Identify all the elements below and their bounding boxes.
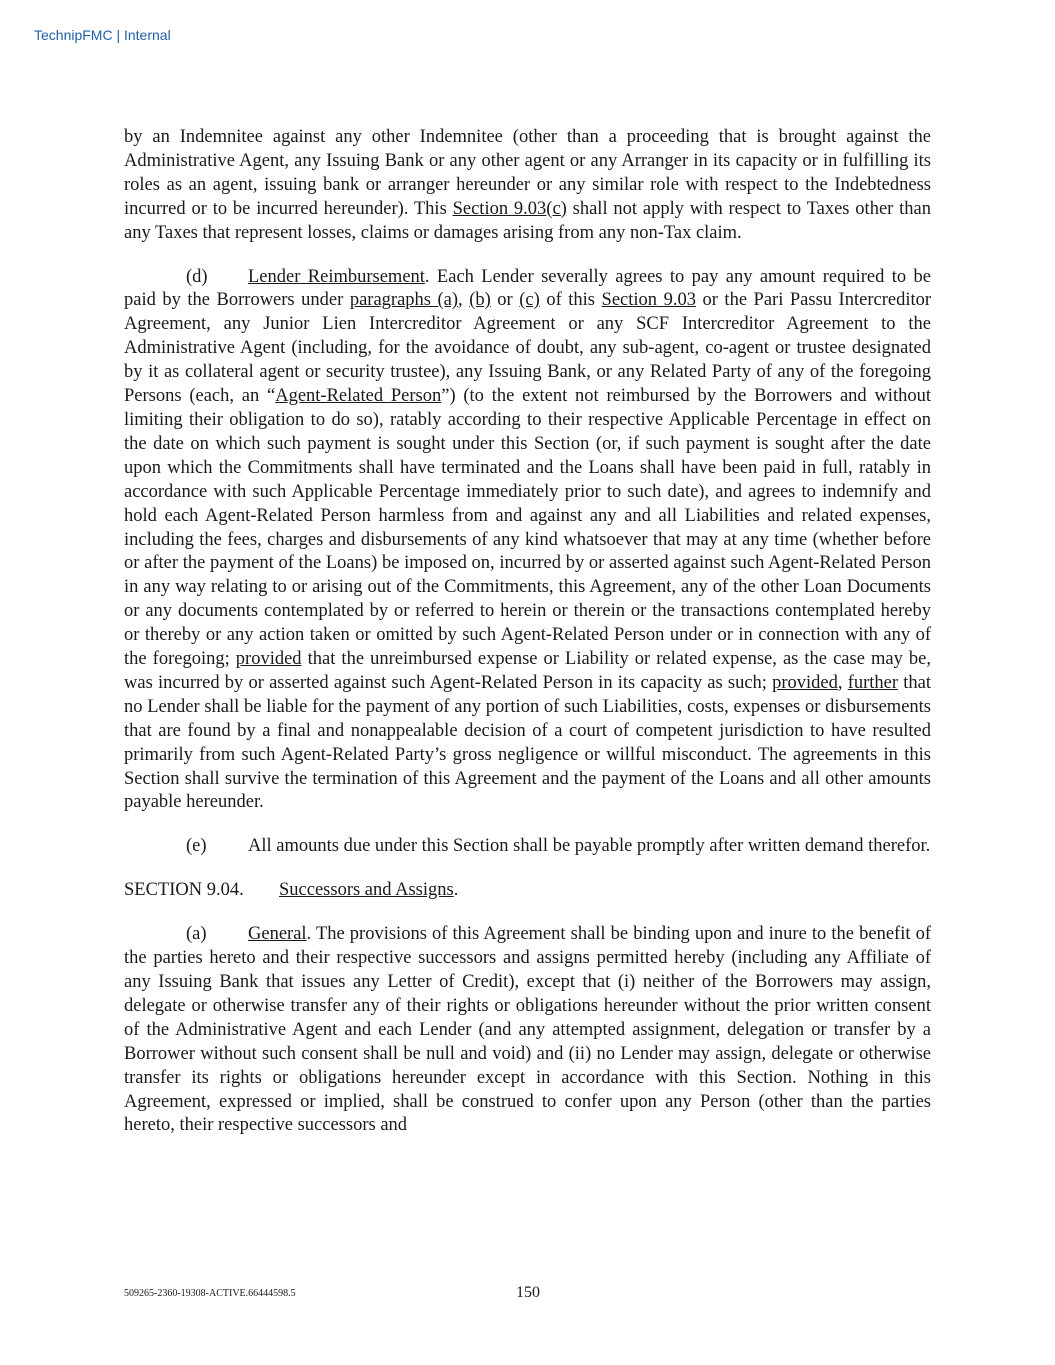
- paragraph-d-label: (d): [186, 266, 208, 287]
- section-number: SECTION 9.04.: [124, 880, 244, 901]
- section-title: Successors and Assigns: [279, 880, 454, 901]
- defined-term-agent-related-person: Agent-Related Person: [275, 386, 442, 407]
- section-title-period: .: [453, 880, 459, 901]
- paragraph-d-text: . Each Lender severally agrees to pay any amount required to be paid by the Borrowers under: [124, 266, 931, 311]
- section-903-ref: Section 9.03: [601, 290, 696, 311]
- paragraph-d-text: of this: [539, 290, 602, 311]
- paragraph-d-text: ”) (to the extent not reimbursed by the Borrowers and without limiting their obligation to do so), ratably according to their respective Applicable Percentage in effect on the date on which such payment is sought under this Section (or, if such payment is sought after the date upon which the Commitments shall have terminated and the Loans shall have been paid in full, ratably in accordance with such Applicable Percentage immediately prior to such date), and agrees to indemnify and hold each Agent-Related Person harmless from and against any and all Liabilities and related expenses, including the fees, charges and disbursements of any kind whatsoever that may at any time (whether before or after the payment of the Loans) be imposed on, incurred by or asserted against such Agent-Related Person in any way relating to or arising out of the Commitments, this Agreement, any of the other Loan Documents or any documents contemplated by or referred to herein or therein or the transactions contemplated hereby or thereby or any action taken or omitted by such Agent-Related Person under or in connection with any of the foregoing;: [124, 386, 931, 670]
- paragraph-e-label: (e): [186, 836, 207, 857]
- classification-label: TechnipFMC | Internal: [34, 27, 171, 43]
- paragraph-c-text-1: by an Indemnitee against any other Indemnitee (other than a proceeding that is brought against the Administrative Agent, any Issuing Bank or any other agent or any Arranger in its capacity or in fulfilling its roles as an agent, issuing bank or arranger hereunder or any similar role with respect to the Indebtedness incurred or to be incurred hereunder). This: [124, 127, 931, 219]
- paragraph-c-continued: [124, 126, 931, 246]
- section-903c-link: Section 9.03(c): [452, 198, 567, 219]
- paragraph-d-text: ,: [458, 290, 470, 311]
- provided-term: provided: [772, 672, 838, 693]
- paragraph-c-ref: (c): [519, 290, 540, 311]
- paragraph-a-heading: General: [248, 924, 307, 945]
- paragraph-a-ref: paragraphs (a): [349, 290, 459, 311]
- paragraph-a-text: . The provisions of this Agreement shall be binding upon and inure to the benefit of the parties hereto and their respective successors and assigns permitted hereby (including any Affiliate of any Issuing Bank that issues any Letter of Credit), except that (i) neither of the Borrowers may assign, delegate or otherwise transfer any of their rights or obligations hereunder without the prior written consent of the Administrative Agent and each Lender (and any attempted assignment, delegation or transfer by a Borrower without such consent shall be null and void) and (ii) no Lender may assign, delegate or otherwise transfer its rights or obligations hereunder except in accordance with this Section. Nothing in this Agreement, expressed or implied, shall be construed to confer upon any Person (other than the parties hereto, their respective successors and: [124, 924, 931, 1136]
- paragraph-d-text: that no Lender shall be liable for the payment of any portion of such Liabilities, costs, expenses or disbursements that are found by a final and nonappealable decision of a court of competent jurisdiction to have resulted primarily from such Agent-Related Party’s gross negligence or willful misconduct. The agreements in this Section shall survive the termination of this Agreement and the payment of the Loans and all other amounts payable hereunder.: [124, 672, 931, 813]
- paragraph-a-label: (a): [186, 924, 207, 945]
- paragraph-d-heading: Lender Reimbursement: [248, 266, 425, 287]
- further-term: further: [847, 672, 899, 693]
- document-body: [124, 126, 931, 1158]
- paragraph-b-ref: (b): [469, 290, 491, 311]
- paragraph-e-text: All amounts due under this Section shall be payable promptly after written demand therefor.: [248, 836, 931, 857]
- provided-term: provided: [235, 649, 302, 670]
- paragraph-d: [124, 266, 931, 816]
- page-number: 150: [516, 1284, 540, 1301]
- section-heading: [124, 879, 931, 903]
- paragraph-d-text: that the unreimbursed expense or Liability or related expense, as the case may be, was incurred by or asserted against such Agent-Related Person in its capacity as such;: [124, 649, 931, 693]
- paragraph-d-text: or the Pari Passu Intercreditor Agreement, any Junior Lien Intercreditor Agreement or any SCF Intercreditor Agreement to the Administrative Agent (including, for the avoidance of doubt, any sub-agent, co-agent or trustee designated by it as collateral agent or security trustee), any Issuing Bank, or any Related Party of any of the foregoing Persons (each, an “: [124, 290, 932, 407]
- document-id: 509265-2360-19308-ACTIVE.66444598.5: [124, 1288, 296, 1299]
- paragraph-d-text: or: [490, 290, 520, 311]
- paragraph-c-text-2: shall not apply with respect to Taxes other than any Taxes that represent losses, claims or damages arising from any non-Tax claim.: [124, 198, 931, 243]
- paragraph-d-text: ,: [837, 672, 848, 693]
- paragraph-e: [124, 835, 931, 859]
- paragraph-a: [124, 923, 931, 1138]
